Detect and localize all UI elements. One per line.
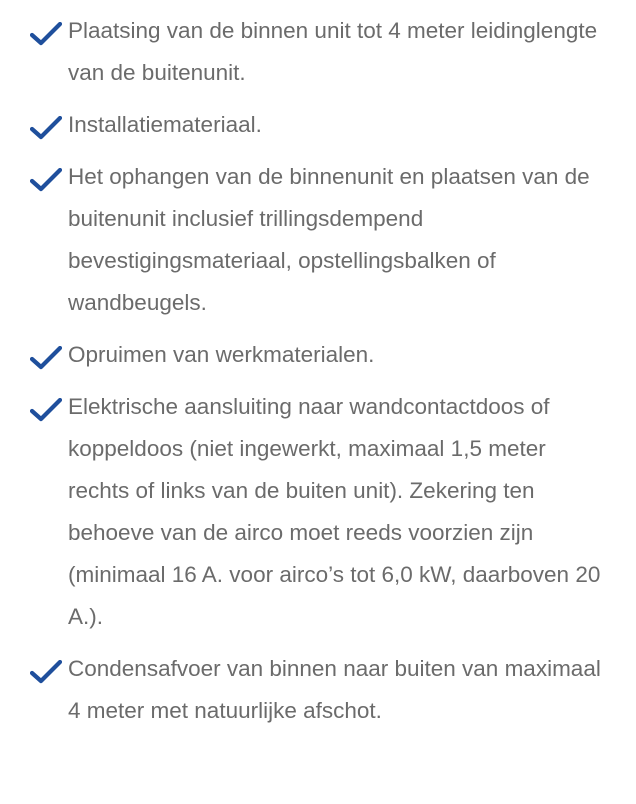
list-item (0, 334, 636, 376)
list-item (0, 386, 636, 638)
list-item-text: Het ophangen van de binnenunit en plaatsen van de buitenunit inclusief trillingsdempend bevestigingsmateriaal, opstellingsbalken of wandbeugels. (68, 164, 590, 315)
list-item (0, 648, 636, 732)
checkmark-icon (30, 22, 62, 46)
list-item (0, 10, 636, 94)
list-item-text: Opruimen van werkmaterialen. (68, 342, 375, 367)
checklist (0, 10, 636, 742)
list-item-text: Plaatsing van de binnen unit tot 4 meter leidinglengte van de buitenunit. (68, 18, 598, 85)
list-item-text: Condensafvoer van binnen naar buiten van maximaal 4 meter met natuurlijke afschot. (68, 656, 601, 723)
list-item (0, 104, 636, 146)
checkmark-icon (30, 660, 62, 684)
list-item-text: Installatiemateriaal. (68, 112, 262, 137)
list-item (0, 156, 636, 324)
list-item-text: Elektrische aansluiting naar wandcontactdoos of koppeldoos (niet ingewerkt, maximaal 1,5 meter rechts of links van de buiten unit). Zekering ten behoeve van de airco moet reeds voorzien zijn (minimaal 16 A. voor airco’s tot 6,0 kW, daarboven 20 A.). (68, 394, 601, 629)
checkmark-icon (30, 398, 62, 422)
checkmark-icon (30, 346, 62, 370)
checkmark-icon (30, 116, 62, 140)
checkmark-icon (30, 168, 62, 192)
